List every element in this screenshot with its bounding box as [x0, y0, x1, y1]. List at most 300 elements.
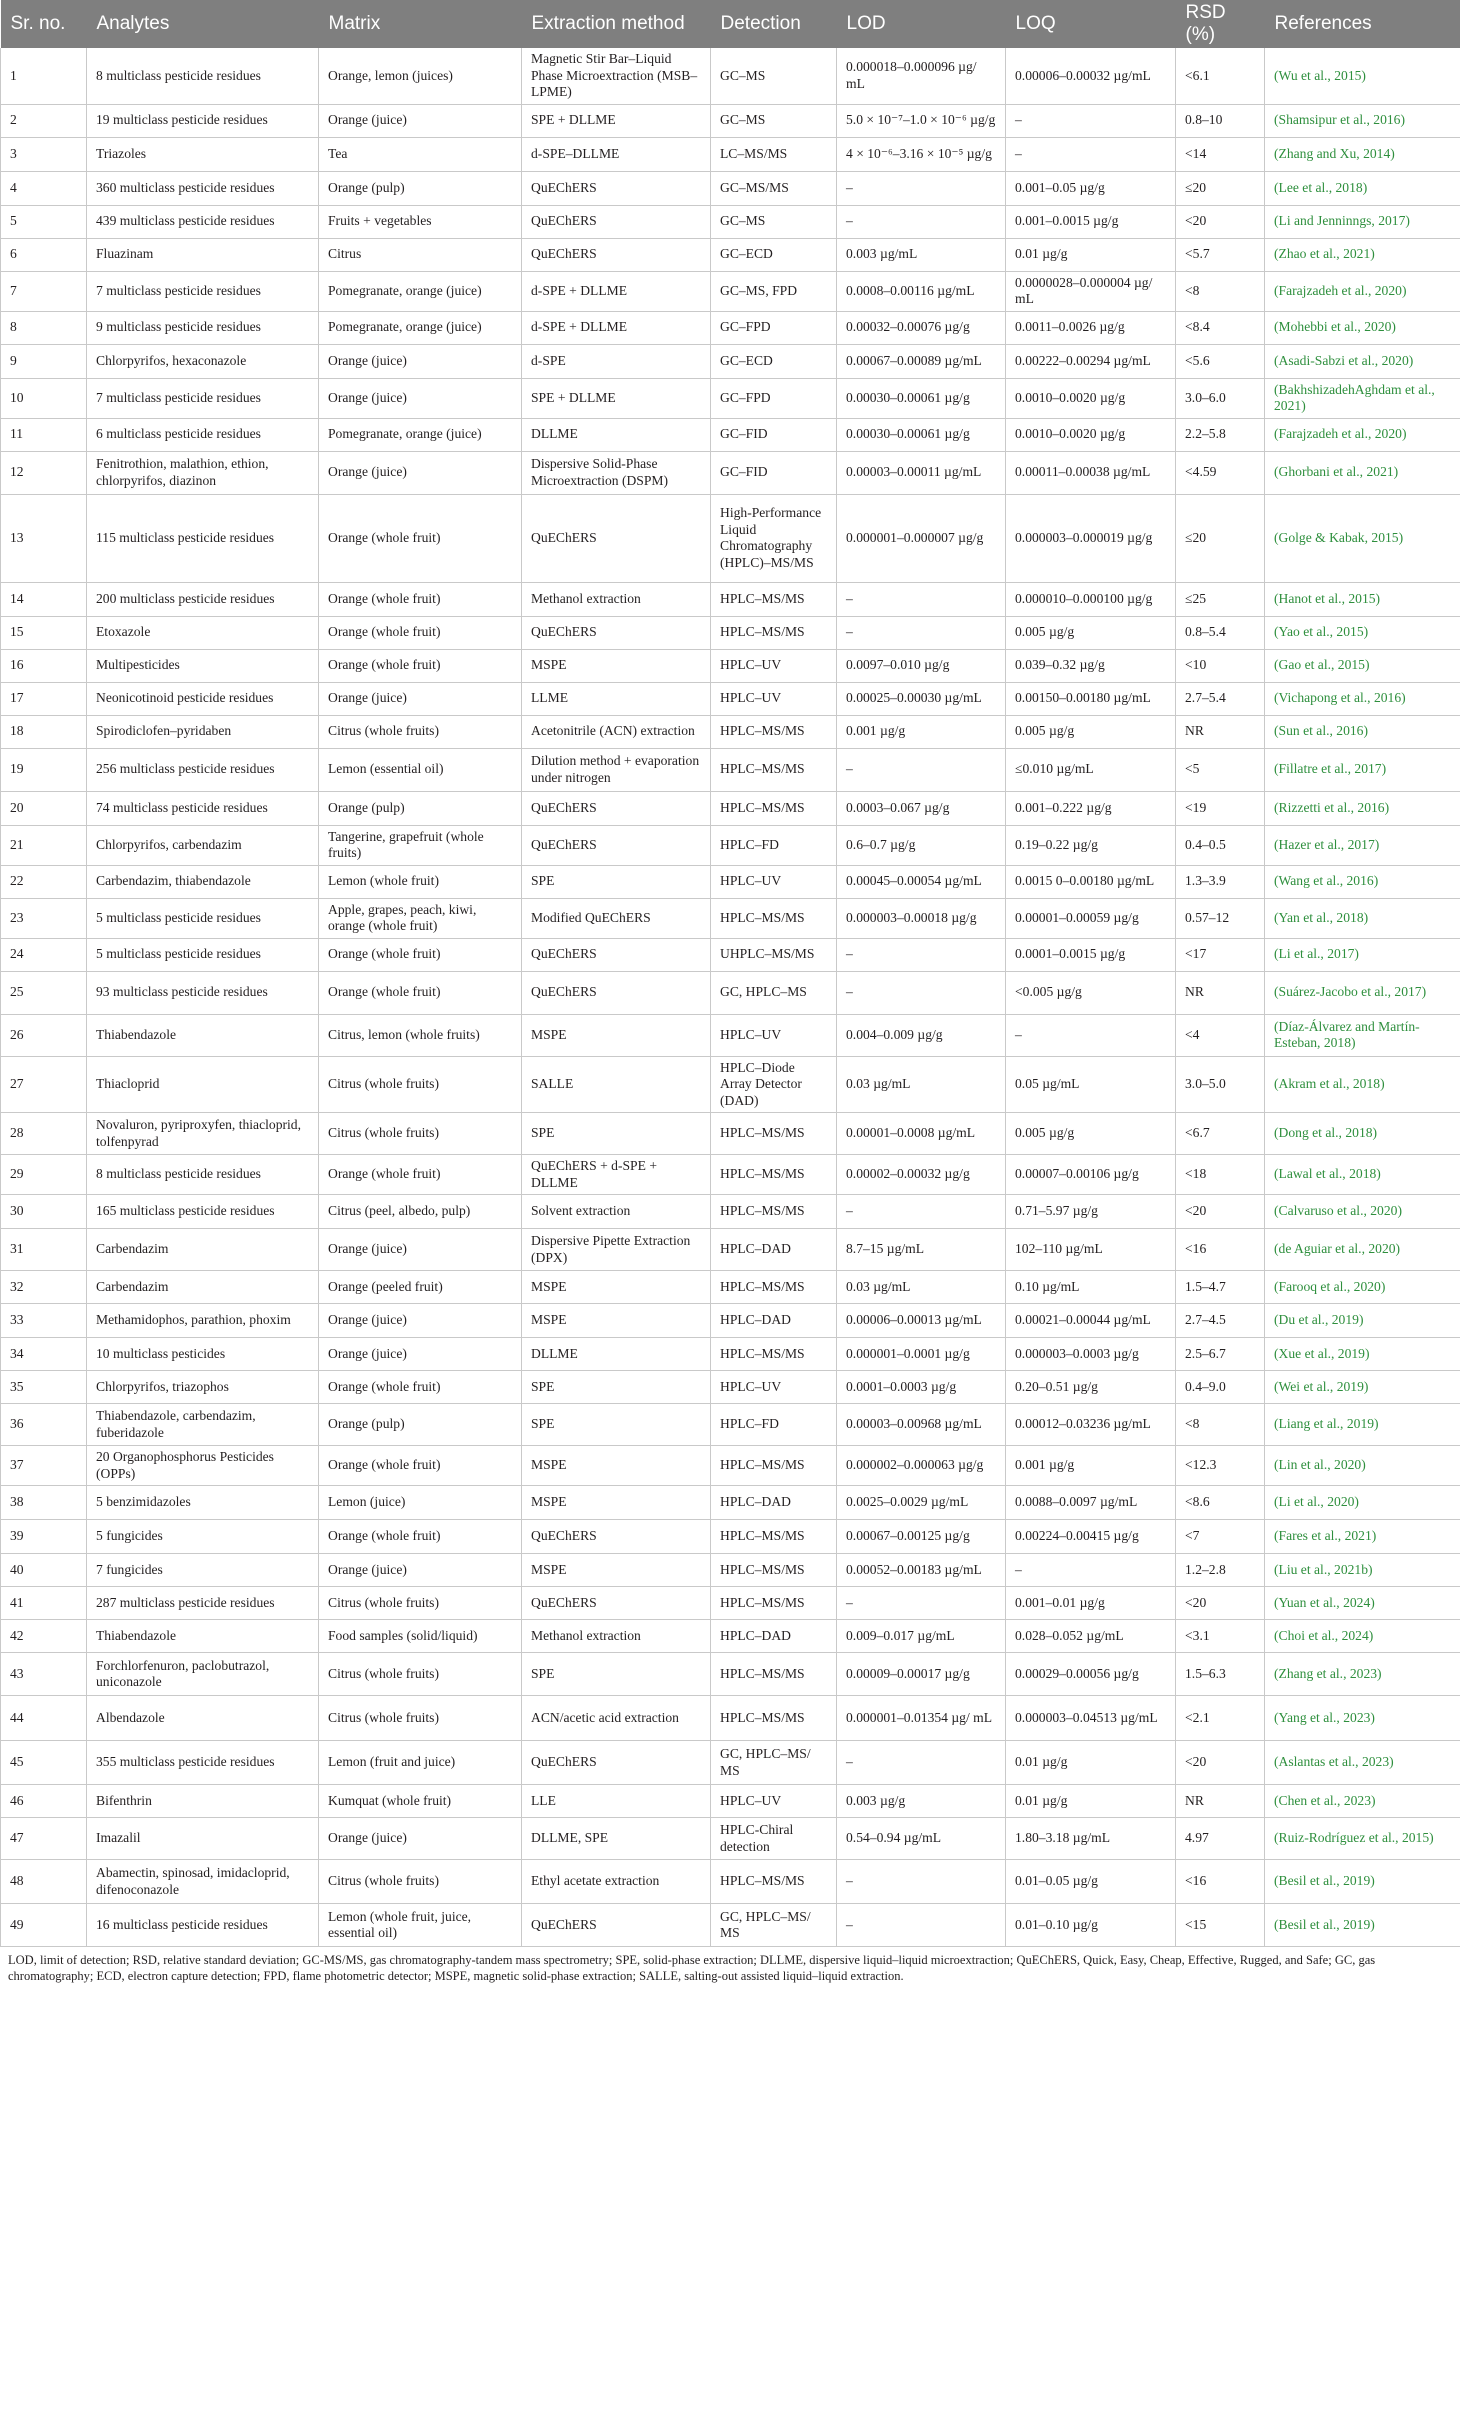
cell-lod: 0.009–0.017 µg/mL [837, 1620, 1006, 1653]
cell-sr-no: 39 [1, 1520, 87, 1554]
cell-analytes: 20 Organophosphorus Pesticides (OPPs) [87, 1446, 319, 1486]
cell-detection: HPLC–UV [711, 1371, 837, 1404]
cell-sr-no: 26 [1, 1014, 87, 1056]
cell-rsd: ≤25 [1176, 582, 1265, 616]
cell-reference[interactable]: (Fares et al., 2021) [1265, 1520, 1460, 1554]
cell-loq: 0.10 µg/mL [1006, 1271, 1176, 1304]
cell-rsd: <3.1 [1176, 1620, 1265, 1653]
cell-matrix: Lemon (juice) [319, 1486, 522, 1520]
cell-reference[interactable]: (Hazer et al., 2017) [1265, 825, 1460, 865]
cell-reference[interactable]: (Yuan et al., 2024) [1265, 1587, 1460, 1620]
cell-analytes: 9 multiclass pesticide residues [87, 311, 319, 344]
cell-reference[interactable]: (Chen et al., 2023) [1265, 1785, 1460, 1818]
table-row [1, 791, 1460, 825]
cell-loq: <0.005 µg/g [1006, 971, 1176, 1014]
cell-extraction: Dispersive Solid-Phase Microextraction (DSPM) [522, 451, 711, 494]
cell-reference[interactable]: (Akram et al., 2018) [1265, 1056, 1460, 1113]
cell-extraction: Ethyl acetate extraction [522, 1860, 711, 1904]
cell-rsd: <15 [1176, 1904, 1265, 1947]
cell-matrix: Orange (pulp) [319, 1404, 522, 1446]
cell-analytes: 7 multiclass pesticide residues [87, 271, 319, 311]
cell-rsd: <17 [1176, 938, 1265, 971]
cell-sr-no: 7 [1, 271, 87, 311]
table-row [1, 682, 1460, 715]
cell-reference[interactable]: (Zhang and Xu, 2014) [1265, 137, 1460, 171]
cell-matrix: Orange (juice) [319, 682, 522, 715]
cell-lod: 0.00045–0.00054 µg/mL [837, 865, 1006, 898]
cell-detection: HPLC–FD [711, 1404, 837, 1446]
cell-analytes: 74 multiclass pesticide residues [87, 791, 319, 825]
cell-sr-no: 23 [1, 898, 87, 938]
header-extraction-method: Extraction method [522, 0, 711, 48]
cell-extraction: QuEChERS [522, 494, 711, 582]
cell-extraction: d-SPE + DLLME [522, 311, 711, 344]
table-row [1, 1229, 1460, 1271]
cell-rsd: 0.8–5.4 [1176, 616, 1265, 649]
cell-detection: HPLC–MS/MS [711, 1696, 837, 1741]
cell-rsd: <4 [1176, 1014, 1265, 1056]
cell-detection: HPLC–MS/MS [711, 1520, 837, 1554]
cell-analytes: 16 multiclass pesticide residues [87, 1904, 319, 1947]
cell-matrix: Pomegranate, orange (juice) [319, 271, 522, 311]
cell-extraction: MSPE [522, 1014, 711, 1056]
cell-lod: 0.03 µg/mL [837, 1056, 1006, 1113]
header-loq: LOQ [1006, 0, 1176, 48]
cell-extraction: Magnetic Stir Bar–Liquid Phase Microextraction (MSB–LPME) [522, 48, 711, 104]
cell-detection: HPLC–MS/MS [711, 898, 837, 938]
cell-reference[interactable]: (Wang et al., 2016) [1265, 865, 1460, 898]
cell-matrix: Orange, lemon (juices) [319, 48, 522, 104]
cell-extraction: MSPE [522, 1446, 711, 1486]
cell-sr-no: 19 [1, 748, 87, 791]
cell-loq: 0.00224–0.00415 µg/g [1006, 1520, 1176, 1554]
cell-extraction: QuEChERS [522, 616, 711, 649]
cell-loq: 0.001–0.222 µg/g [1006, 791, 1176, 825]
cell-reference[interactable]: (Hanot et al., 2015) [1265, 582, 1460, 616]
cell-loq: 0.001–0.0015 µg/g [1006, 205, 1176, 238]
cell-reference[interactable]: (BakhshizadehAghdam et al., 2021) [1265, 378, 1460, 418]
cell-lod: 0.003 µg/mL [837, 238, 1006, 271]
cell-reference[interactable]: (Sun et al., 2016) [1265, 715, 1460, 748]
table-row [1, 104, 1460, 137]
cell-reference[interactable]: (Zhao et al., 2021) [1265, 238, 1460, 271]
cell-rsd: <5.6 [1176, 344, 1265, 378]
cell-matrix: Tea [319, 137, 522, 171]
cell-lod: 4 × 10⁻⁶–3.16 × 10⁻⁵ µg/g [837, 137, 1006, 171]
table-row [1, 971, 1460, 1014]
table-row [1, 1271, 1460, 1304]
cell-reference[interactable]: (Fillatre et al., 2017) [1265, 748, 1460, 791]
header-analytes: Analytes [87, 0, 319, 48]
cell-detection: HPLC–UV [711, 682, 837, 715]
cell-rsd: 3.0–6.0 [1176, 378, 1265, 418]
cell-extraction: Acetonitrile (ACN) extraction [522, 715, 711, 748]
cell-rsd: NR [1176, 1785, 1265, 1818]
cell-rsd: 1.2–2.8 [1176, 1554, 1265, 1587]
cell-rsd: <16 [1176, 1229, 1265, 1271]
cell-detection: GC–FPD [711, 311, 837, 344]
cell-extraction: ACN/acetic acid extraction [522, 1696, 711, 1741]
cell-sr-no: 12 [1, 451, 87, 494]
cell-rsd: 0.57–12 [1176, 898, 1265, 938]
cell-rsd: <20 [1176, 1741, 1265, 1785]
cell-detection: HPLC–MS/MS [711, 1338, 837, 1371]
cell-reference[interactable]: (Calvaruso et al., 2020) [1265, 1195, 1460, 1229]
cell-reference[interactable]: (Yao et al., 2015) [1265, 616, 1460, 649]
cell-loq: 0.0088–0.0097 µg/mL [1006, 1486, 1176, 1520]
cell-loq: 0.0001–0.0015 µg/g [1006, 938, 1176, 971]
table-row [1, 865, 1460, 898]
table-row [1, 1904, 1460, 1947]
cell-sr-no: 3 [1, 137, 87, 171]
cell-reference[interactable]: (Liu et al., 2021b) [1265, 1554, 1460, 1587]
cell-analytes: 439 multiclass pesticide residues [87, 205, 319, 238]
cell-reference[interactable]: (Lee et al., 2018) [1265, 171, 1460, 205]
cell-matrix: Citrus (whole fruits) [319, 1860, 522, 1904]
cell-detection: HPLC–DAD [711, 1620, 837, 1653]
cell-matrix: Kumquat (whole fruit) [319, 1785, 522, 1818]
cell-lod: 0.00067–0.00125 µg/g [837, 1520, 1006, 1554]
cell-loq: ≤0.010 µg/mL [1006, 748, 1176, 791]
cell-loq: 0.001 µg/g [1006, 1446, 1176, 1486]
cell-loq: 0.0000028–0.000004 µg/ mL [1006, 271, 1176, 311]
cell-detection: GC–MS, FPD [711, 271, 837, 311]
cell-detection: HPLC–MS/MS [711, 1195, 837, 1229]
cell-detection: UHPLC–MS/MS [711, 938, 837, 971]
table-row [1, 649, 1460, 682]
cell-lod: – [837, 616, 1006, 649]
cell-loq: 1.80–3.18 µg/mL [1006, 1818, 1176, 1860]
table-row [1, 1446, 1460, 1486]
table-row [1, 898, 1460, 938]
cell-reference[interactable]: (Choi et al., 2024) [1265, 1620, 1460, 1653]
cell-extraction: DLLME, SPE [522, 1818, 711, 1860]
cell-extraction: LLME [522, 682, 711, 715]
cell-rsd: <8 [1176, 1404, 1265, 1446]
table-row [1, 344, 1460, 378]
cell-sr-no: 45 [1, 1741, 87, 1785]
cell-matrix: Citrus (whole fruits) [319, 1113, 522, 1155]
cell-reference[interactable]: (Farajzadeh et al., 2020) [1265, 418, 1460, 451]
cell-matrix: Orange (whole fruit) [319, 1446, 522, 1486]
cell-loq: 0.00007–0.00106 µg/g [1006, 1155, 1176, 1195]
cell-loq: 0.00006–0.00032 µg/mL [1006, 48, 1176, 104]
table-header [1, 0, 1460, 48]
cell-detection: HPLC-Chiral detection [711, 1818, 837, 1860]
cell-sr-no: 37 [1, 1446, 87, 1486]
cell-matrix: Lemon (essential oil) [319, 748, 522, 791]
header-row [1, 0, 1460, 48]
cell-rsd: <12.3 [1176, 1446, 1265, 1486]
cell-sr-no: 15 [1, 616, 87, 649]
cell-detection: GC–FID [711, 418, 837, 451]
cell-sr-no: 35 [1, 1371, 87, 1404]
cell-extraction: QuEChERS [522, 1520, 711, 1554]
table-row [1, 494, 1460, 582]
table-row [1, 1056, 1460, 1113]
cell-sr-no: 9 [1, 344, 87, 378]
cell-reference[interactable]: (Ghorbani et al., 2021) [1265, 451, 1460, 494]
cell-detection: HPLC–MS/MS [711, 1271, 837, 1304]
table-row [1, 48, 1460, 104]
cell-rsd: 0.8–10 [1176, 104, 1265, 137]
cell-extraction: Methanol extraction [522, 1620, 711, 1653]
cell-matrix: Orange (juice) [319, 451, 522, 494]
cell-extraction: Solvent extraction [522, 1195, 711, 1229]
cell-extraction: QuEChERS [522, 1587, 711, 1620]
cell-loq: 0.001–0.01 µg/g [1006, 1587, 1176, 1620]
cell-detection: HPLC–UV [711, 865, 837, 898]
cell-reference[interactable]: (Xue et al., 2019) [1265, 1338, 1460, 1371]
cell-sr-no: 33 [1, 1304, 87, 1338]
cell-reference[interactable]: (de Aguiar et al., 2020) [1265, 1229, 1460, 1271]
table-row [1, 1785, 1460, 1818]
table-row [1, 1195, 1460, 1229]
cell-sr-no: 31 [1, 1229, 87, 1271]
cell-detection: HPLC–MS/MS [711, 1155, 837, 1195]
cell-sr-no: 17 [1, 682, 87, 715]
cell-lod: 0.00030–0.00061 µg/g [837, 418, 1006, 451]
cell-lod: 0.00001–0.0008 µg/mL [837, 1113, 1006, 1155]
cell-loq: 0.028–0.052 µg/mL [1006, 1620, 1176, 1653]
cell-lod: 0.54–0.94 µg/mL [837, 1818, 1006, 1860]
cell-reference[interactable]: (Dong et al., 2018) [1265, 1113, 1460, 1155]
cell-analytes: 8 multiclass pesticide residues [87, 48, 319, 104]
cell-matrix: Orange (whole fruit) [319, 582, 522, 616]
cell-reference[interactable]: (Li et al., 2020) [1265, 1486, 1460, 1520]
cell-sr-no: 48 [1, 1860, 87, 1904]
cell-sr-no: 29 [1, 1155, 87, 1195]
cell-lod: – [837, 1904, 1006, 1947]
cell-lod: 0.0097–0.010 µg/g [837, 649, 1006, 682]
cell-matrix: Fruits + vegetables [319, 205, 522, 238]
cell-matrix: Orange (whole fruit) [319, 938, 522, 971]
table-row [1, 171, 1460, 205]
table-row [1, 1304, 1460, 1338]
cell-analytes: 200 multiclass pesticide residues [87, 582, 319, 616]
cell-detection: HPLC–DAD [711, 1486, 837, 1520]
cell-reference[interactable]: (Li and Jenninngs, 2017) [1265, 205, 1460, 238]
cell-loq: – [1006, 104, 1176, 137]
cell-sr-no: 28 [1, 1113, 87, 1155]
cell-detection: GC–MS/MS [711, 171, 837, 205]
cell-matrix: Orange (juice) [319, 1554, 522, 1587]
cell-reference[interactable]: (Besil et al., 2019) [1265, 1860, 1460, 1904]
cell-reference[interactable]: (Golge & Kabak, 2015) [1265, 494, 1460, 582]
cell-loq: 0.00012–0.03236 µg/mL [1006, 1404, 1176, 1446]
table-row [1, 1404, 1460, 1446]
cell-rsd: <4.59 [1176, 451, 1265, 494]
cell-analytes: 19 multiclass pesticide residues [87, 104, 319, 137]
header-rsd: RSD (%) [1176, 0, 1265, 48]
cell-analytes: Fenitrothion, malathion, ethion, chlorpyrifos, diazinon [87, 451, 319, 494]
cell-extraction: QuEChERS [522, 971, 711, 1014]
cell-reference[interactable]: (Zhang et al., 2023) [1265, 1653, 1460, 1696]
cell-lod: 0.00003–0.00968 µg/mL [837, 1404, 1006, 1446]
cell-lod: 0.03 µg/mL [837, 1271, 1006, 1304]
table-row [1, 1155, 1460, 1195]
cell-rsd: NR [1176, 971, 1265, 1014]
cell-lod: 0.00025–0.00030 µg/mL [837, 682, 1006, 715]
cell-analytes: Imazalil [87, 1818, 319, 1860]
cell-extraction: SALLE [522, 1056, 711, 1113]
cell-analytes: 5 fungicides [87, 1520, 319, 1554]
cell-reference[interactable]: (Farajzadeh et al., 2020) [1265, 271, 1460, 311]
cell-matrix: Citrus (whole fruits) [319, 1696, 522, 1741]
cell-analytes: Abamectin, spinosad, imidacloprid, difenoconazole [87, 1860, 319, 1904]
cell-loq: 0.01 µg/g [1006, 238, 1176, 271]
cell-rsd: <16 [1176, 1860, 1265, 1904]
cell-extraction: d-SPE [522, 344, 711, 378]
cell-rsd: <18 [1176, 1155, 1265, 1195]
cell-reference[interactable]: (Mohebbi et al., 2020) [1265, 311, 1460, 344]
cell-sr-no: 46 [1, 1785, 87, 1818]
cell-rsd: NR [1176, 715, 1265, 748]
cell-loq: 0.0011–0.0026 µg/g [1006, 311, 1176, 344]
cell-reference[interactable]: (Ruiz-Rodríguez et al., 2015) [1265, 1818, 1460, 1860]
cell-rsd: 0.4–0.5 [1176, 825, 1265, 865]
header-references: References [1265, 0, 1460, 48]
cell-analytes: 5 multiclass pesticide residues [87, 898, 319, 938]
cell-matrix: Citrus (peel, albedo, pulp) [319, 1195, 522, 1229]
cell-detection: HPLC–MS/MS [711, 1587, 837, 1620]
cell-reference[interactable]: (Li et al., 2017) [1265, 938, 1460, 971]
cell-lod: – [837, 938, 1006, 971]
table-row [1, 1014, 1460, 1056]
cell-matrix: Apple, grapes, peach, kiwi, orange (whole fruit) [319, 898, 522, 938]
cell-detection: GC–FPD [711, 378, 837, 418]
cell-matrix: Lemon (fruit and juice) [319, 1741, 522, 1785]
cell-reference[interactable]: (Vichapong et al., 2016) [1265, 682, 1460, 715]
cell-sr-no: 11 [1, 418, 87, 451]
cell-analytes: 8 multiclass pesticide residues [87, 1155, 319, 1195]
cell-lod: 0.000001–0.0001 µg/g [837, 1338, 1006, 1371]
cell-loq: 102–110 µg/mL [1006, 1229, 1176, 1271]
cell-sr-no: 24 [1, 938, 87, 971]
cell-matrix: Orange (juice) [319, 378, 522, 418]
table-row [1, 238, 1460, 271]
cell-reference[interactable]: (Besil et al., 2019) [1265, 1904, 1460, 1947]
table-row [1, 1620, 1460, 1653]
cell-analytes: 5 benzimidazoles [87, 1486, 319, 1520]
cell-rsd: 2.5–6.7 [1176, 1338, 1265, 1371]
cell-lod: 5.0 × 10⁻⁷–1.0 × 10⁻⁶ µg/g [837, 104, 1006, 137]
table-row [1, 1338, 1460, 1371]
cell-extraction: MSPE [522, 1486, 711, 1520]
cell-analytes: Thiabendazole, carbendazim, fuberidazole [87, 1404, 319, 1446]
cell-sr-no: 22 [1, 865, 87, 898]
cell-loq: 0.000003–0.000019 µg/g [1006, 494, 1176, 582]
cell-sr-no: 13 [1, 494, 87, 582]
table-row [1, 1554, 1460, 1587]
cell-loq: 0.19–0.22 µg/g [1006, 825, 1176, 865]
cell-lod: – [837, 971, 1006, 1014]
cell-reference[interactable]: (Wu et al., 2015) [1265, 48, 1460, 104]
cell-reference[interactable]: (Rizzetti et al., 2016) [1265, 791, 1460, 825]
cell-detection: High-Performance Liquid Chromatography (HPLC)–MS/MS [711, 494, 837, 582]
cell-reference[interactable]: (Díaz-Álvarez and Martín-Esteban, 2018) [1265, 1014, 1460, 1056]
table-body [1, 48, 1460, 1947]
cell-analytes: Chlorpyrifos, carbendazim [87, 825, 319, 865]
cell-lod: 0.00052–0.00183 µg/mL [837, 1554, 1006, 1587]
cell-sr-no: 43 [1, 1653, 87, 1696]
cell-analytes: Carbendazim [87, 1229, 319, 1271]
cell-loq: 0.0015 0–0.00180 µg/mL [1006, 865, 1176, 898]
cell-loq: 0.01–0.10 µg/g [1006, 1904, 1176, 1947]
cell-sr-no: 42 [1, 1620, 87, 1653]
cell-detection: HPLC–DAD [711, 1304, 837, 1338]
cell-rsd: <19 [1176, 791, 1265, 825]
cell-lod: 0.0001–0.0003 µg/g [837, 1371, 1006, 1404]
cell-matrix: Orange (juice) [319, 1818, 522, 1860]
cell-detection: GC, HPLC–MS [711, 971, 837, 1014]
cell-detection: HPLC–MS/MS [711, 582, 837, 616]
cell-rsd: <14 [1176, 137, 1265, 171]
cell-matrix: Orange (pulp) [319, 171, 522, 205]
table-row [1, 311, 1460, 344]
table-row [1, 1653, 1460, 1696]
cell-reference[interactable]: (Du et al., 2019) [1265, 1304, 1460, 1338]
cell-matrix: Citrus (whole fruits) [319, 715, 522, 748]
cell-reference[interactable]: (Wei et al., 2019) [1265, 1371, 1460, 1404]
table-row [1, 205, 1460, 238]
cell-rsd: <7 [1176, 1520, 1265, 1554]
cell-reference[interactable]: (Lawal et al., 2018) [1265, 1155, 1460, 1195]
cell-sr-no: 1 [1, 48, 87, 104]
cell-analytes: 10 multiclass pesticides [87, 1338, 319, 1371]
cell-matrix: Lemon (whole fruit) [319, 865, 522, 898]
cell-detection: GC–ECD [711, 344, 837, 378]
cell-reference[interactable]: (Yang et al., 2023) [1265, 1696, 1460, 1741]
cell-loq: 0.0010–0.0020 µg/g [1006, 418, 1176, 451]
cell-reference[interactable]: (Aslantas et al., 2023) [1265, 1741, 1460, 1785]
table-row [1, 1587, 1460, 1620]
cell-detection: HPLC–MS/MS [711, 715, 837, 748]
cell-detection: GC–ECD [711, 238, 837, 271]
cell-reference[interactable]: (Asadi-Sabzi et al., 2020) [1265, 344, 1460, 378]
cell-reference[interactable]: (Gao et al., 2015) [1265, 649, 1460, 682]
cell-detection: HPLC–UV [711, 1014, 837, 1056]
cell-extraction: d-SPE–DLLME [522, 137, 711, 171]
cell-matrix: Orange (whole fruit) [319, 649, 522, 682]
cell-detection: HPLC–MS/MS [711, 791, 837, 825]
cell-reference[interactable]: (Liang et al., 2019) [1265, 1404, 1460, 1446]
cell-reference[interactable]: (Farooq et al., 2020) [1265, 1271, 1460, 1304]
cell-extraction: QuEChERS [522, 238, 711, 271]
cell-matrix: Orange (juice) [319, 344, 522, 378]
cell-matrix: Orange (whole fruit) [319, 616, 522, 649]
cell-lod: 0.00003–0.00011 µg/mL [837, 451, 1006, 494]
cell-sr-no: 5 [1, 205, 87, 238]
table-row [1, 1520, 1460, 1554]
cell-reference[interactable]: (Shamsipur et al., 2016) [1265, 104, 1460, 137]
cell-lod: 0.000001–0.01354 µg/ mL [837, 1696, 1006, 1741]
cell-reference[interactable]: (Yan et al., 2018) [1265, 898, 1460, 938]
cell-matrix: Citrus (whole fruits) [319, 1056, 522, 1113]
cell-lod: 0.004–0.009 µg/g [837, 1014, 1006, 1056]
cell-extraction: Dispersive Pipette Extraction (DPX) [522, 1229, 711, 1271]
table-row [1, 825, 1460, 865]
cell-extraction: SPE [522, 1404, 711, 1446]
cell-rsd: 0.4–9.0 [1176, 1371, 1265, 1404]
cell-reference[interactable]: (Lin et al., 2020) [1265, 1446, 1460, 1486]
cell-loq: 0.20–0.51 µg/g [1006, 1371, 1176, 1404]
cell-sr-no: 18 [1, 715, 87, 748]
cell-extraction: SPE [522, 1371, 711, 1404]
cell-rsd: 1.5–4.7 [1176, 1271, 1265, 1304]
cell-reference[interactable]: (Suárez-Jacobo et al., 2017) [1265, 971, 1460, 1014]
cell-loq: 0.000010–0.000100 µg/g [1006, 582, 1176, 616]
